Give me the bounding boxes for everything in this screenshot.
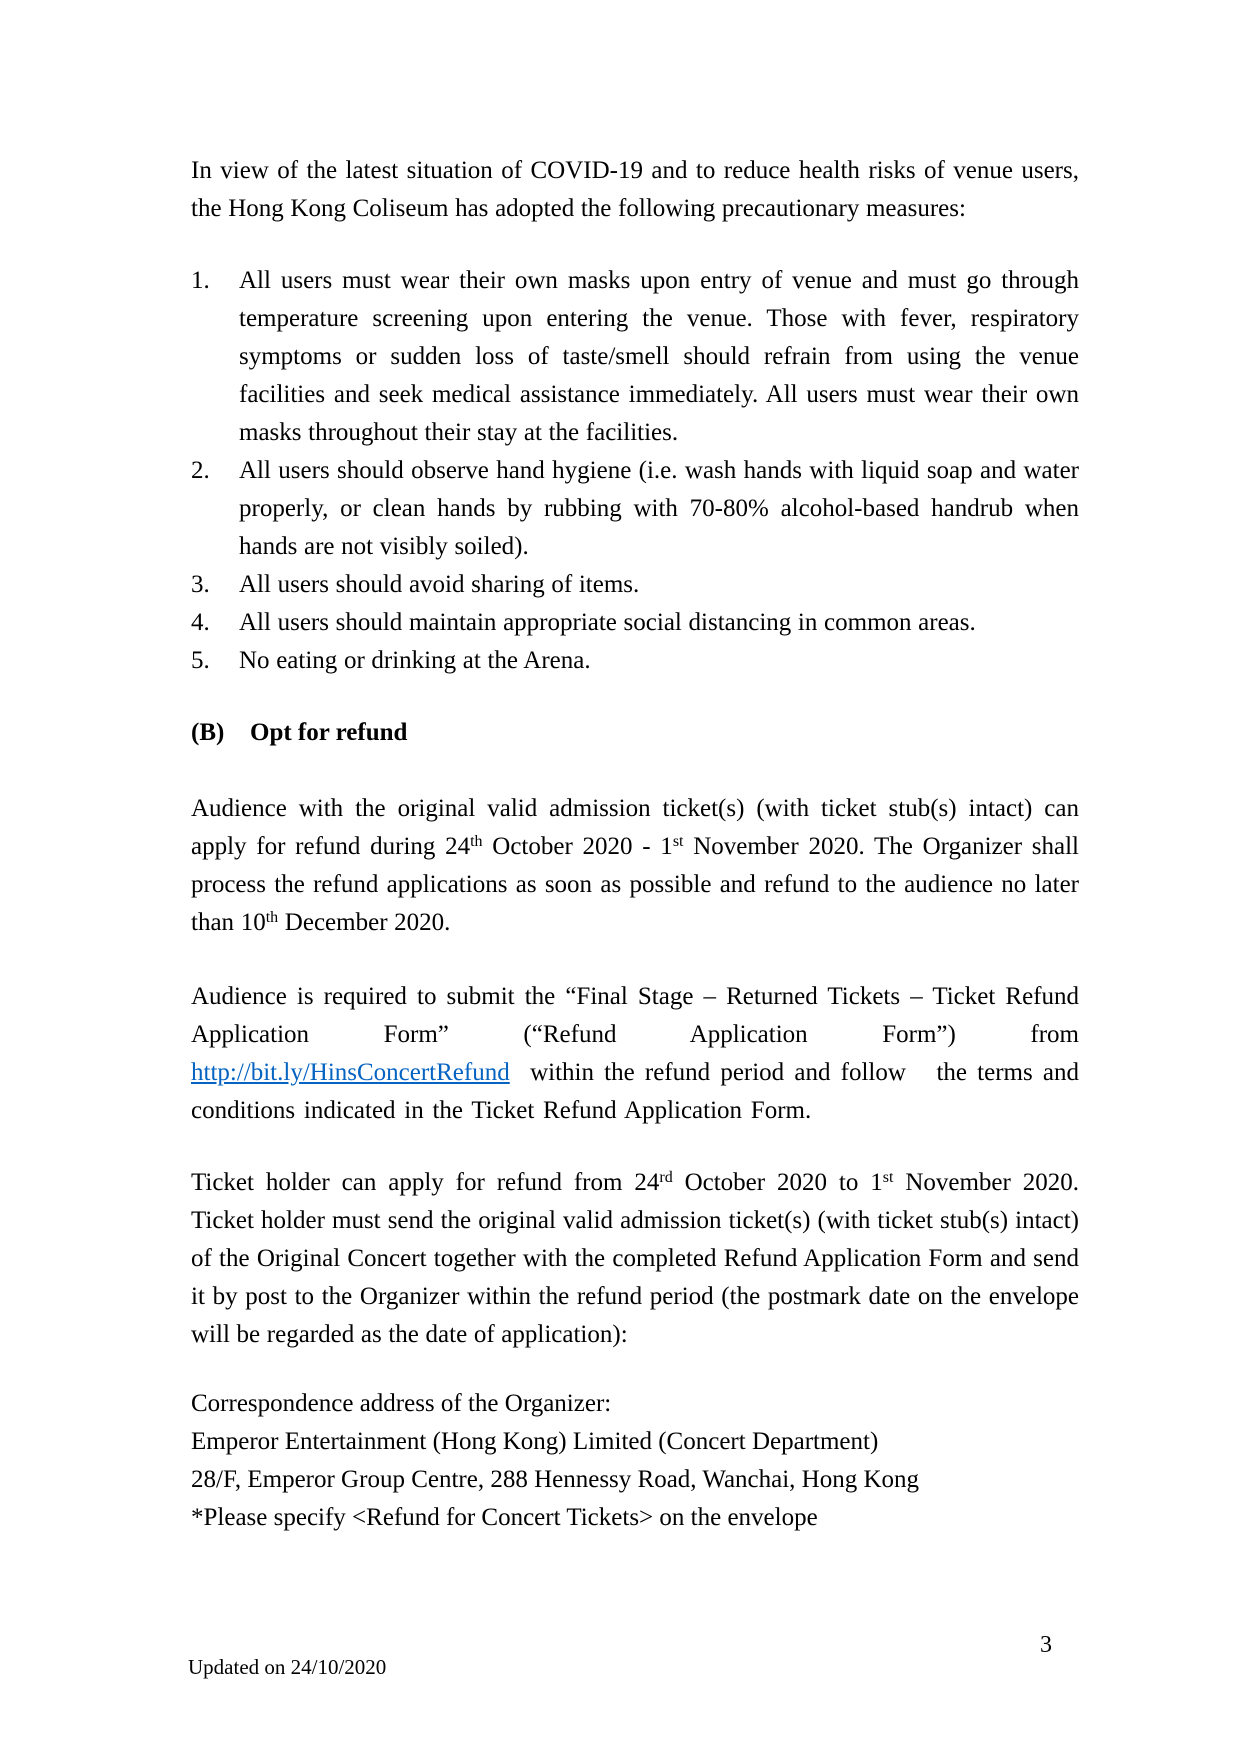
text-run: November 2020. The Organizer shall process the refund applications as soon as possible and refund to the audience no later than 10 <box>191 833 1079 936</box>
superscript-ordinal: rd <box>659 1169 673 1186</box>
address-line-3: 28/F, Emperor Group Centre, 288 Hennessy Road, Wanchai, Hong Kong <box>191 1466 920 1493</box>
text-run: October 2020 to 1 <box>672 1169 883 1196</box>
intro-paragraph: In view of the latest situation of COVID-19 and to reduce health risks of venue users, the Hong Kong Coliseum has adopted the following precautionary measures: <box>191 157 1079 222</box>
refund-paragraph-2 <box>191 978 1079 1130</box>
list-item-number: 5. <box>191 647 210 674</box>
list-item-text: All users should maintain appropriate social distancing in common areas. <box>239 609 976 636</box>
text-run: Audience with the original valid admission ticket(s) (with ticket stub(s) intact) can apply for refund during 24 <box>191 795 1079 860</box>
list-item-number: 2. <box>191 457 210 484</box>
address-line-4: *Please specify <Refund for Concert Tickets> on the envelope <box>191 1504 818 1531</box>
refund-paragraph-3 <box>191 1164 1079 1354</box>
list-item-5 <box>191 642 1079 680</box>
list-item-number: 1. <box>191 267 210 294</box>
section-b-heading <box>191 714 1079 752</box>
updated-note: Updated on 24/10/2020 <box>188 1655 387 1679</box>
list-item-3 <box>191 566 1079 604</box>
section-b-title: Opt for refund <box>250 719 408 746</box>
superscript-ordinal: th <box>265 909 279 926</box>
list-item-number: 3. <box>191 571 210 598</box>
page-number: 3 <box>1040 1632 1052 1658</box>
precautionary-measures-list <box>191 262 1079 680</box>
text-run: Ticket holder can apply for refund from 24 <box>191 1169 660 1196</box>
superscript-ordinal: st <box>882 1169 894 1186</box>
list-item-text: No eating or drinking at the Arena. <box>239 647 591 674</box>
text-run: Audience is required to submit the “Final Stage – Returned Tickets – Ticket Refund Application Form” (“Refund Application Form”) from <box>191 983 1079 1048</box>
text-run: November 2020. Ticket holder must send the original valid admission ticket(s) (with ticket stub(s) intact) of the Original Concert together with the completed Refund Application Form and send it by post to the Organizer within the refund period (the postmark date on the envelope will be regarded as the date of application): <box>191 1169 1079 1348</box>
refund-form-link[interactable]: http://bit.ly/HinsConcertRefund <box>191 1059 510 1086</box>
text-run: December 2020. <box>278 909 451 936</box>
list-item-text: All users should avoid sharing of items. <box>239 571 640 598</box>
list-item-2 <box>191 452 1079 566</box>
organizer-address-block <box>191 1385 1079 1537</box>
list-item-number: 4. <box>191 609 210 636</box>
list-item-text: All users must wear their own masks upon entry of venue and must go through temperature screening upon entering the venue. Those with fever, respiratory symptoms or sudden loss of taste/smell should refrain from using the venue facilities and seek medical assistance immediately. All users must wear their own masks throughout their stay at the facilities. <box>239 267 1079 446</box>
text-run: within the refund period and follow the terms and conditions indicated in the Ticket Refund Application Form. <box>191 1059 1079 1124</box>
refund-paragraph-1 <box>191 790 1079 942</box>
address-line-2: Emperor Entertainment (Hong Kong) Limited (Concert Department) <box>191 1428 879 1455</box>
list-item-1 <box>191 262 1079 452</box>
superscript-ordinal: th <box>470 833 483 850</box>
text-run: October 2020 - 1 <box>482 833 673 860</box>
superscript-ordinal: st <box>672 833 684 850</box>
section-b-label: (B) <box>191 719 225 746</box>
list-item-text: All users should observe hand hygiene (i.e. wash hands with liquid soap and water properly, or clean hands by rubbing with 70-80% alcohol-based handrub when hands are not visibly soiled). <box>239 457 1079 560</box>
list-item-4 <box>191 604 1079 642</box>
address-line-1: Correspondence address of the Organizer: <box>191 1390 612 1417</box>
